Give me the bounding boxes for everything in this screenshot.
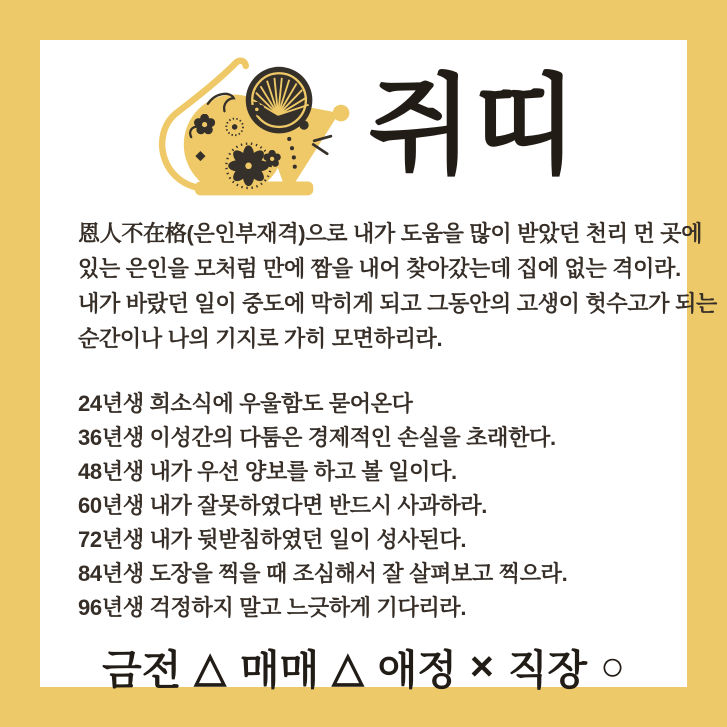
year-fortune-line: 36년생 이성간의 다툼은 경제적인 손실을 초래한다. [78, 425, 556, 450]
year-fortune-list [78, 387, 657, 625]
paragraph-line: 恩人不在格(은인부재격)으로 내가 도움을 많이 받았던 천리 먼 곳에 [78, 221, 703, 246]
circle-symbol: ○ [600, 643, 625, 689]
summary-item-love [378, 637, 494, 696]
paragraph-line: 내가 바랐던 일이 중도에 막히게 되고 그동안의 고생이 헛수고가 되는 [78, 291, 717, 316]
triangle-symbol: △ [332, 643, 364, 690]
summary-label: 직장 [507, 647, 588, 693]
paragraph-line: 있는 은인을 모처럼 만에 짬을 내어 찾아갔는데 집에 없는 격이라. [78, 256, 681, 281]
x-symbol: × [469, 643, 494, 689]
page-title: 쥐띠 [368, 65, 579, 187]
year-fortune-line: 72년생 내가 뒷받침하였던 일이 성사된다. [78, 527, 467, 552]
summary-item-work [508, 637, 625, 696]
summary-label: 금전 [102, 647, 182, 693]
paragraph-line: 순간이나 나의 기지로 가히 모면하리라. [78, 326, 443, 351]
year-fortune-line: 60년생 내가 잘못하였다면 반드시 사과하라. [78, 493, 488, 518]
rat-zodiac-icon [148, 52, 362, 200]
year-fortune-line: 48년생 내가 우선 양보를 하고 볼 일이다. [78, 459, 457, 484]
zodiac-card [40, 40, 717, 693]
summary-item-money [102, 637, 226, 696]
fortune-paragraph [78, 216, 717, 356]
summary-line [40, 637, 687, 696]
year-fortune-line: 84년생 도장을 찍을 때 조심해서 잘 살펴보고 찍으라. [78, 561, 568, 586]
summary-item-trade [240, 637, 364, 696]
header [40, 40, 687, 200]
summary-label: 애정 [377, 647, 457, 693]
triangle-symbol: △ [194, 643, 226, 690]
year-fortune-line: 96년생 걱정하지 말고 느긋하게 기다리라. [78, 595, 467, 620]
year-fortune-line: 24년생 희소식에 우울함도 묻어온다 [78, 391, 413, 416]
summary-label: 매매 [239, 647, 320, 693]
